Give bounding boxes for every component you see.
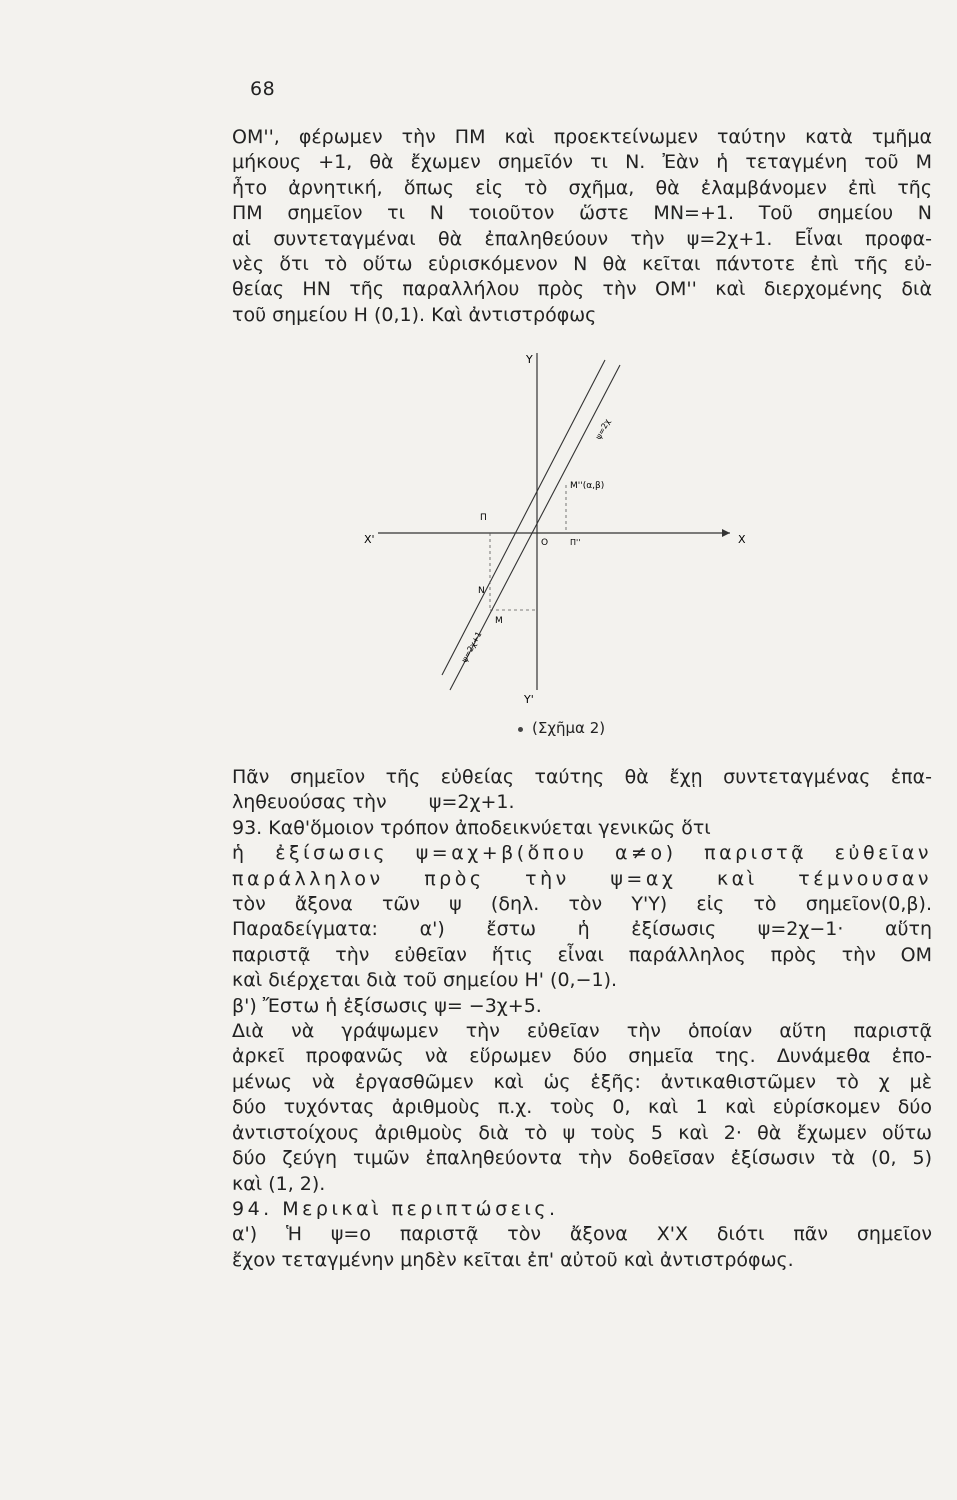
text-line: α') Ἡ ψ=ο παριστᾷ τὸν ἄξονα Χ'Χ διότι πᾶν σημεῖον	[232, 1223, 932, 1246]
text-line: παριστᾷ τὴν εὐθεῖαν ἥτις εἶναι παράλληλος πρὸς τὴν ΟΜ	[232, 943, 932, 966]
text-line: ΟΜ'', φέρωμεν τὴν ΠΜ καὶ προεκτείνωμεν ταύτην κατὰ τμῆμα	[232, 126, 932, 148]
label-line-y-2x: ψ=2χ	[593, 417, 612, 441]
text-line: μήκους +1, θὰ ἔχωμεν σημεῖόν τι Ν. Ἐὰν ἡ τεταγμένη τοῦ Μ	[232, 151, 932, 174]
text-line: καὶ (1, 2).	[232, 1172, 326, 1195]
text-line: ἡ ἐξίσωσις ψ=αχ+β(ὅπου α≠ο) παριστᾷ εὐθεῖαν	[232, 842, 932, 865]
text-line: μένως νὰ ἐργασθῶμεν καὶ ὡς ἑξῆς: ἀντικαθιστῶμεν τὸ χ μὲ	[232, 1070, 932, 1093]
text-line: τὸν ἄξονα τῶν ψ (δηλ. τὸν Υ'Υ) εἰς τὸ σημεῖον(0,β).	[232, 893, 932, 916]
text-line: ληθευούσας τὴν ψ=2χ+1.	[232, 791, 515, 814]
text-line: Διὰ νὰ γράψωμεν τὴν εὐθεῖαν τὴν ὁποίαν αὕτη παριστᾷ	[232, 1020, 932, 1043]
text-line: δύο τυχόντας ἀριθμοὺς π.χ. τοὺς 0, καὶ 1 καὶ εὑρίσκομεν δύο	[232, 1096, 932, 1119]
label-o: Ο	[541, 538, 549, 548]
label-y: Υ	[526, 353, 533, 366]
text-line: ἔχον τεταγμένην μηδὲν κεῖται ἐπ' αὐτοῦ καὶ ἀντιστρόφως.	[232, 1248, 794, 1271]
text-line: τοῦ σημείου Η (0,1). Καὶ ἀντιστρόφως	[232, 303, 597, 326]
text-line: αἱ συντεταγμέναι θὰ ἐπαληθεύουν τὴν ψ=2χ+1. Εἶναι προφα-	[232, 227, 932, 250]
label-p: Π	[480, 513, 487, 523]
text-line: θείας ΗΝ τῆς παραλλήλου πρὸς τὴν ΟΜ'' καὶ διερχομένης διὰ	[232, 278, 932, 301]
text-line: β') Ἔστω ἡ ἐξίσωσις ψ= −3χ+5.	[232, 994, 542, 1017]
label-n: Ν	[478, 586, 485, 596]
label-line-y-2x-plus-1: ψ=2χ+1	[459, 630, 484, 664]
figure-coordinate-diagram	[330, 345, 760, 715]
text-line: δύο ζεύγη τιμῶν ἐπαληθεύοντα τὴν δοθεῖσαν ἐξίσωσιν τὰ (0, 5)	[232, 1147, 932, 1170]
figure-caption: (Σχῆμα 2)	[532, 719, 606, 737]
label-p2: Π''	[570, 538, 581, 547]
label-x: Χ	[738, 533, 746, 546]
text-line: παράλληλον πρὸς τὴν ψ=αχ καὶ τέμνουσαν	[232, 867, 932, 890]
text-line: ΠΜ σημεῖον τι Ν τοιοῦτον ὥστε ΜΝ=+1. Τοῦ σημείου Ν	[232, 202, 932, 225]
text-line: καὶ διέρχεται διὰ τοῦ σημείου Η' (0,−1).	[232, 969, 618, 992]
text-line: νὲς ὅτι τὸ οὕτω εὑρισκόμενον Ν θὰ κεῖται πάντοτε ἐπὶ τῆς εὐ-	[232, 253, 932, 276]
text-line: Πᾶν σημεῖον τῆς εὐθείας ταύτης θὰ ἔχῃ συντεταγμένας ἐπα-	[232, 766, 932, 788]
line-y-2x-plus-1	[442, 360, 605, 675]
text-line: ἦτο ἀρνητική, ὅπως εἰς τὸ σχῆμα, θὰ ἐλαμβάνομεν ἐπὶ τῆς	[232, 176, 932, 199]
label-m2: Μ''(α,β)	[570, 481, 605, 491]
label-y-prime: Υ'	[524, 693, 534, 706]
text-line: ἀντιστοίχους ἀριθμοὺς διὰ τὸ ψ τοὺς 5 καὶ 2· θὰ ἔχωμεν οὕτω	[232, 1121, 932, 1144]
paragraph-1	[232, 125, 932, 328]
page-number: 68	[250, 78, 276, 100]
caption-dot	[518, 727, 523, 732]
label-x-prime: Χ'	[364, 533, 375, 546]
section-94-heading: 94. Μερικαὶ περιπτώσεις.	[232, 1197, 559, 1220]
x-axis-arrow	[722, 529, 730, 537]
text-line: Παραδείγματα: α') ἔστω ἡ ἐξίσωσις ψ=2χ−1· αὕτη	[232, 918, 932, 941]
paragraph-2	[232, 765, 932, 1273]
text-line: ἀρκεῖ προφανῶς νὰ εὕρωμεν δύο σημεῖα της. Δυνάμεθα ἐπο-	[232, 1045, 932, 1068]
label-m: Μ	[495, 616, 503, 626]
section-93-heading: 93. Καθ'ὅμοιον τρόπον ἀποδεικνύεται γενικῶς ὅτι	[232, 816, 711, 839]
